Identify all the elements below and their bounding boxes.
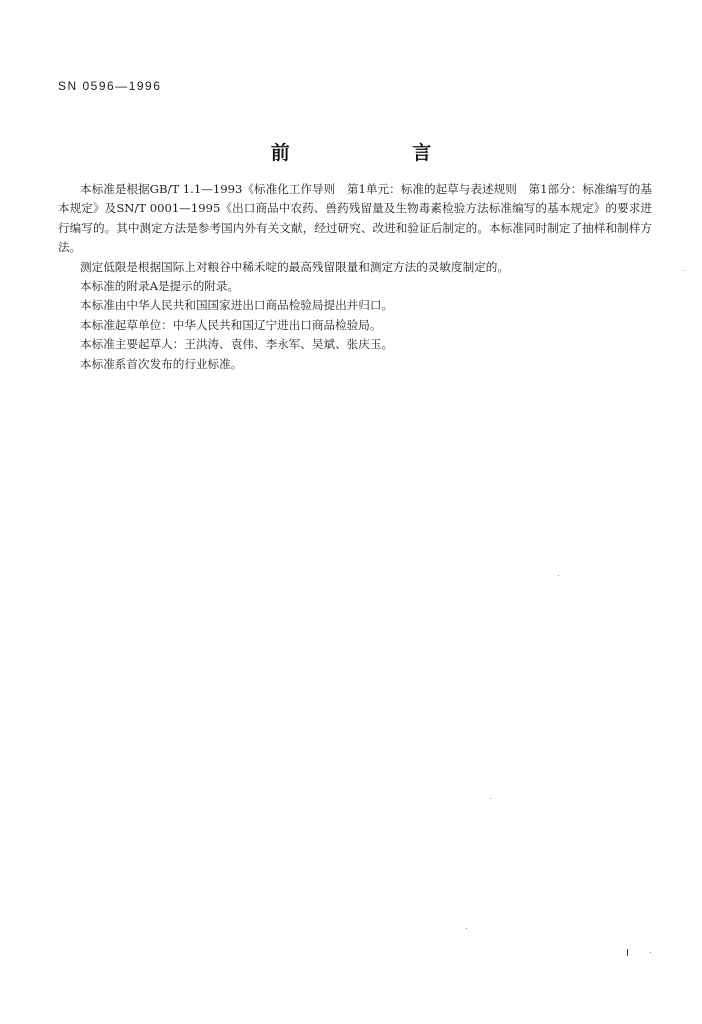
paragraph-proposer: 本标准由中华人民共和国国家进出口商品检验局提出并归口。 [80, 298, 394, 313]
standard-code: SN 0596—1996 [58, 79, 162, 93]
foreword-body [58, 180, 652, 374]
paragraph-appendix: 本标准的附录A是提示的附录。 [80, 279, 240, 294]
page-number: I [626, 948, 629, 959]
paragraph-first-issue: 本标准系首次发布的行业标准。 [80, 356, 243, 371]
paragraph-drafting-unit: 本标准起草单位：中华人民共和国辽宁进出口商品检验局。 [80, 317, 382, 332]
scan-speck [683, 270, 684, 271]
paragraph-detection-limit: 测定低限是根据国际上对粮谷中稀禾啶的最高残留限量和测定方法的灵敏度制定的。 [80, 259, 509, 274]
paragraph-drafters: 本标准主要起草人：王洪涛、袁伟、李永军、吴斌、张庆玉。 [80, 337, 394, 352]
scan-speck [650, 952, 651, 953]
scan-speck [490, 798, 491, 799]
paragraph-basis: 本标准是根据GB/T 1.1—1993《标准化工作导则 第1单元：标准的起草与表述规则 第1部分：标准编写的基本规定》及SN/T 0001—1995《出口商品中农药、兽药残留量及生物毒素检验方法标准编写的基本规定》的要求进行编写的。其中测定方法是参考国内外有关文献，经过研究、改进和验证后制定的。本标准同时制定了抽样和制样方法。 [58, 182, 652, 255]
scan-speck [558, 575, 559, 576]
scan-speck [466, 928, 467, 929]
page-title: 前 言 [270, 142, 490, 164]
